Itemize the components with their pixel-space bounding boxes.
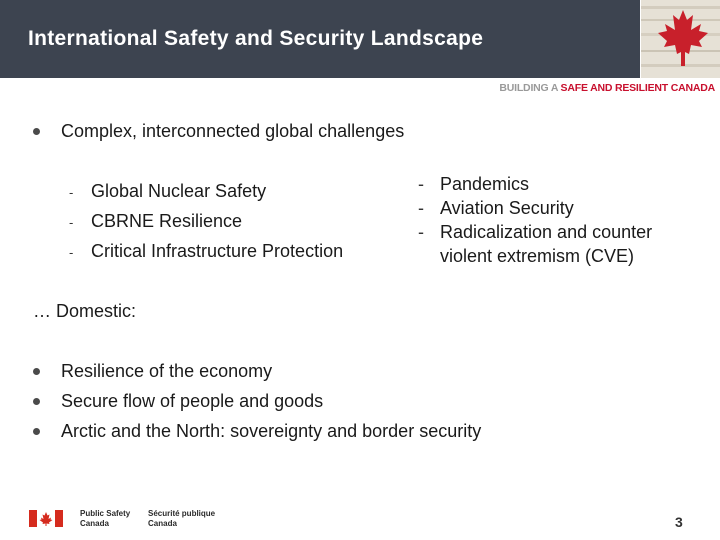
- domestic-item: Secure flow of people and goods: [61, 391, 324, 411]
- footer-fr-line1: Sécurité publique: [148, 509, 216, 518]
- slide-title: International Safety and Security Landscape: [28, 27, 484, 50]
- right-item-continuation: violent extremism (CVE): [440, 246, 635, 266]
- intro-text: Complex, interconnected global challenges: [61, 121, 405, 141]
- domestic-item: Resilience of the economy: [61, 361, 273, 381]
- tagline-part2: SAFE AND RESILIENT CANADA: [560, 82, 715, 94]
- right-item: Radicalization and counter: [440, 222, 653, 242]
- bullet-icon: [33, 128, 40, 135]
- maple-leaf-image: [641, 0, 720, 78]
- tagline: [499, 82, 715, 94]
- dash-icon: -: [418, 174, 424, 194]
- title-banner: [0, 0, 640, 78]
- bullet-icon: [33, 428, 40, 435]
- footer-english: [80, 509, 130, 528]
- dash-icon: -: [69, 245, 74, 260]
- domestic-label: … Domestic:: [33, 301, 137, 321]
- footer-fr-line2: Canada: [148, 518, 177, 528]
- dash-icon: -: [418, 198, 424, 218]
- dash-icon: -: [69, 215, 74, 230]
- footer-en-line1: Public Safety: [80, 509, 131, 518]
- bullet-icon: [33, 398, 40, 405]
- left-item: Global Nuclear Safety: [91, 181, 267, 201]
- right-item: Pandemics: [440, 174, 530, 194]
- tagline-part1: BUILDING A: [499, 82, 561, 94]
- right-item: Aviation Security: [440, 198, 574, 218]
- dash-icon: -: [418, 222, 424, 242]
- canada-flag-icon: [29, 510, 63, 527]
- page-number: 3: [675, 514, 683, 530]
- left-item: CBRNE Resilience: [91, 211, 243, 231]
- footer-en-line2: Canada: [80, 518, 109, 528]
- dash-icon: -: [69, 185, 74, 200]
- maple-leaf-icon: [641, 0, 720, 78]
- footer-french: [148, 509, 215, 528]
- bullet-icon: [33, 368, 40, 375]
- left-item: Critical Infrastructure Protection: [91, 241, 344, 261]
- domestic-item: Arctic and the North: sovereignty and border security: [61, 421, 482, 441]
